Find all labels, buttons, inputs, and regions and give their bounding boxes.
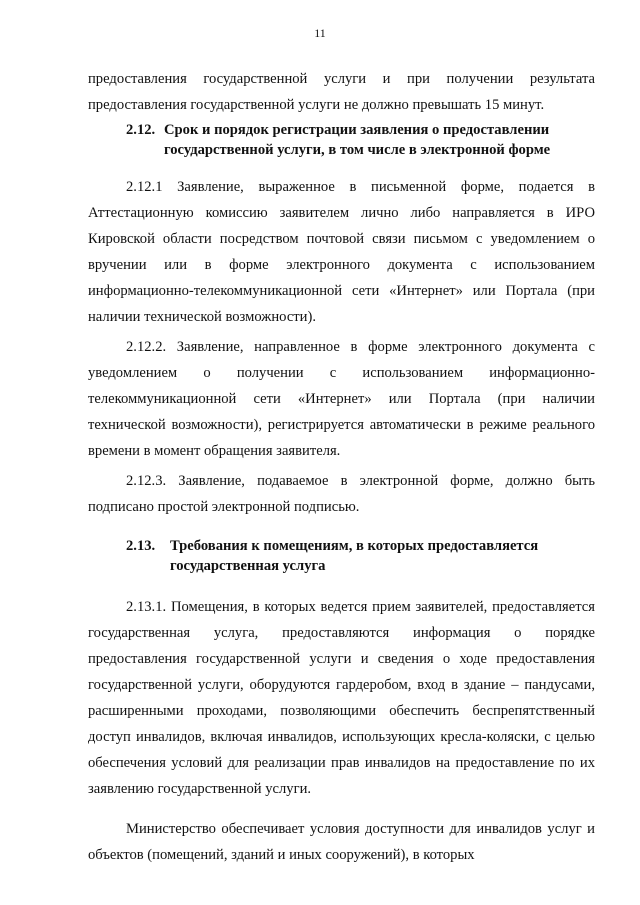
paragraph-2-12-3: 2.12.3. Заявление, подаваемое в электронной форме, должно быть подписано простой электронной подписью. [88,473,595,515]
heading-2-12-line2: государственной услуги, в том числе в электронной форме [164,142,551,158]
paragraph-2-12-1: 2.12.1 Заявление, выраженное в письменной форме, подается в Аттестационную комиссию заявителем лично либо направляется в ИРО Кировской области посредством почтовой связи письмом с уведомлением о вручении или в форме электронного документа с использованием информационно-телекоммуникационной сети «Интернет» или Портала (при наличии технической возможности). [88,179,595,325]
document-body [88,66,595,868]
paragraph-2-13-1: 2.13.1. Помещения, в которых ведется прием заявителей, предоставляется государственная услуга, предоставляются информация о порядке предоставления государственной услуги и сведения о ходе предоставления государственной услуги, оборудуются гардеробом, вход в здание – пандусами, расширенными проходами, позволяющими обеспечить беспрепятственный доступ инвалидов, включая инвалидов, использующих кресла-коляски, с целью обеспечения условий для реализации прав инвалидов на предоставление по их заявлению государственной услуги. [88,599,595,797]
paragraph-ministry: Министерство обеспечивает условия доступности для инвалидов услуг и объектов (помещений, зданий и иных сооружений), в которых [88,821,595,863]
heading-2-13-number: 2.13. [126,538,156,554]
heading-2-12 [88,120,595,160]
heading-2-13-line2: государственная услуга [170,558,326,574]
page-number: 11 [314,26,326,40]
paragraph-2-12-2: 2.12.2. Заявление, направленное в форме электронного документа с уведомлением о получении с использованием информационно-телекоммуникационной сети «Интернет» или Портала (при наличии технической возможности), регистрируется автоматически в режиме реального времени в момент обращения заявителя. [88,339,595,459]
heading-2-12-line1: Срок и порядок регистрации заявления о предоставлении [164,122,550,138]
paragraph-intro: предоставления государственной услуги и при получении результата предоставления государственной услуги не должно превышать 15 минут. [88,71,595,113]
heading-2-12-number: 2.12. [126,122,156,138]
heading-2-13 [88,536,595,576]
heading-2-13-line1: Требования к помещениям, в которых предоставляется [170,538,539,554]
